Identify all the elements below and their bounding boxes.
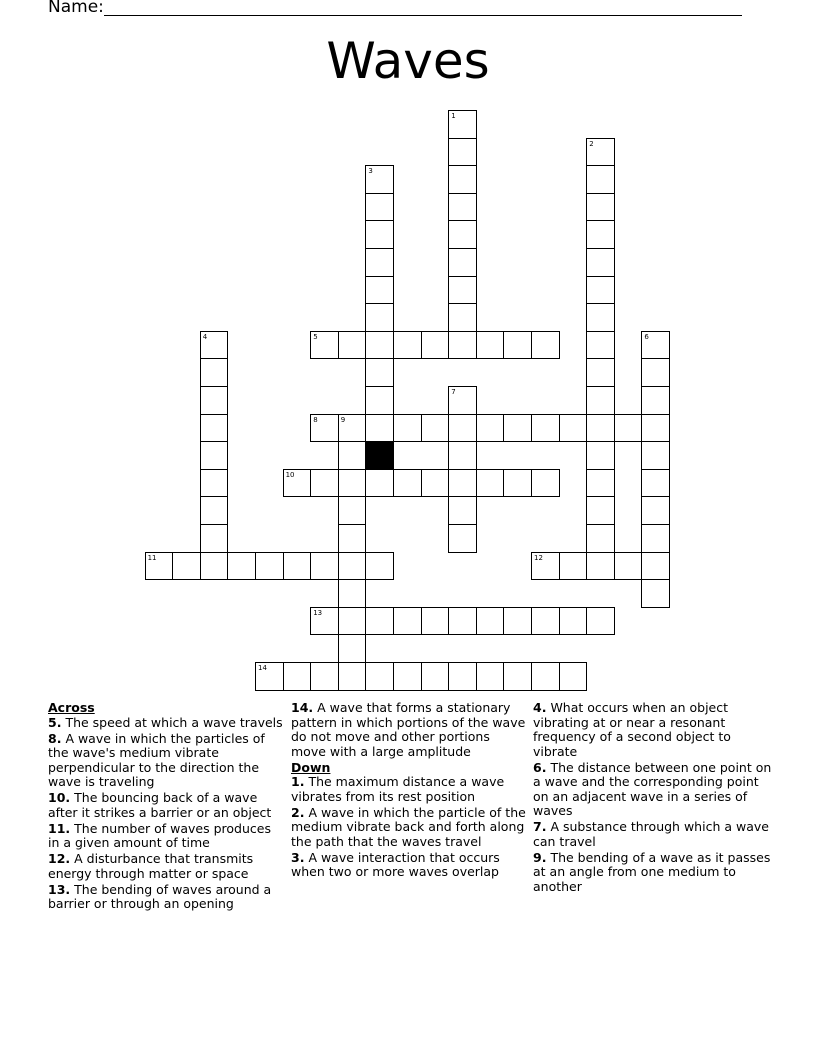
grid-cell[interactable] bbox=[531, 414, 560, 443]
grid-cell[interactable] bbox=[586, 441, 615, 470]
clue-number-2: 2 bbox=[589, 139, 594, 148]
clue-across-5: 5. The speed at which a wave travels bbox=[48, 714, 283, 730]
grid-cell[interactable] bbox=[338, 634, 367, 663]
clue-across-12: 12. A disturbance that transmits energy through matter or space bbox=[48, 851, 254, 881]
grid-cell[interactable] bbox=[255, 552, 284, 581]
grid-cell[interactable] bbox=[421, 414, 450, 443]
grid-cell[interactable] bbox=[476, 662, 505, 691]
grid-cell[interactable] bbox=[586, 552, 615, 581]
clue-number-7: 7 bbox=[451, 388, 456, 396]
grid-cell[interactable] bbox=[421, 331, 450, 360]
grid-cell[interactable] bbox=[365, 607, 394, 636]
grid-cell[interactable] bbox=[448, 110, 477, 139]
grid-cell[interactable] bbox=[448, 496, 477, 525]
grid-cell[interactable] bbox=[503, 469, 532, 498]
grid-cell[interactable] bbox=[393, 469, 422, 498]
grid-cell[interactable] bbox=[641, 358, 670, 387]
clue-down-1: 1. The maximum distance a wave vibrates from its rest position bbox=[291, 774, 505, 804]
grid-cell[interactable] bbox=[531, 552, 560, 581]
grid-cell[interactable] bbox=[641, 469, 670, 498]
grid-cell[interactable] bbox=[200, 386, 229, 415]
clue-number-9: 9 bbox=[340, 415, 346, 424]
grid-cell[interactable] bbox=[338, 414, 367, 443]
grid-cell[interactable] bbox=[586, 496, 615, 525]
grid-cell[interactable] bbox=[641, 331, 670, 360]
grid-cell[interactable] bbox=[172, 552, 201, 581]
down-heading: Down bbox=[291, 759, 331, 775]
grid-cell[interactable] bbox=[641, 414, 670, 443]
grid-cell[interactable] bbox=[283, 662, 312, 691]
grid-cell[interactable] bbox=[503, 662, 532, 691]
clue-down-6: 6. The distance between one point on a wave and the corresponding point on an adjacent wave in a series of waves bbox=[533, 759, 772, 818]
clue-number-6: 6 bbox=[644, 332, 649, 341]
grid-cell[interactable] bbox=[421, 607, 450, 636]
clue-number-14: 14 bbox=[258, 664, 267, 672]
grid-cell[interactable] bbox=[283, 552, 312, 581]
grid-cell[interactable] bbox=[365, 414, 394, 443]
grid-cell[interactable] bbox=[310, 552, 339, 581]
grid-cell[interactable] bbox=[531, 662, 560, 691]
grid-cell[interactable] bbox=[365, 386, 394, 415]
grid-cell[interactable] bbox=[641, 579, 670, 608]
grid-cell[interactable] bbox=[338, 662, 367, 691]
grid-cell[interactable] bbox=[393, 414, 422, 443]
grid-cell[interactable] bbox=[586, 414, 615, 443]
grid-cell[interactable] bbox=[559, 607, 588, 636]
grid-cell[interactable] bbox=[338, 607, 367, 636]
grid-cell[interactable] bbox=[310, 414, 339, 443]
clue-column-2 bbox=[291, 701, 527, 881]
page-title: Waves bbox=[326, 32, 490, 90]
clue-number-3: 3 bbox=[368, 167, 373, 176]
clue-down-4: 4. What occurs when an object vibrating at or near a resonant frequency of a second object to vibrate bbox=[533, 700, 731, 759]
grid-cell[interactable] bbox=[448, 165, 477, 194]
grid-cell[interactable] bbox=[641, 552, 670, 581]
clue-down-9: 9. The bending of a wave as it passes at an angle from one medium to another bbox=[533, 849, 771, 894]
grid-cell[interactable] bbox=[227, 552, 256, 581]
grid-cell[interactable] bbox=[393, 662, 422, 691]
grid-cell[interactable] bbox=[586, 220, 615, 249]
grid-cell[interactable] bbox=[393, 607, 422, 636]
grid-cell[interactable] bbox=[641, 386, 670, 415]
grid-cell[interactable] bbox=[200, 552, 229, 581]
across-heading: Across bbox=[48, 700, 95, 715]
grid-cell[interactable] bbox=[476, 414, 505, 443]
grid-cell[interactable] bbox=[448, 331, 477, 360]
grid-cell[interactable] bbox=[283, 469, 312, 498]
clue-number-8: 8 bbox=[313, 415, 318, 424]
grid-cell[interactable] bbox=[365, 469, 394, 498]
grid-cell[interactable] bbox=[365, 220, 394, 249]
grid-cell[interactable] bbox=[586, 193, 615, 222]
grid-cell[interactable] bbox=[365, 358, 394, 387]
grid-cell[interactable] bbox=[365, 303, 394, 332]
black-square bbox=[365, 441, 394, 470]
grid-cell[interactable] bbox=[586, 276, 615, 305]
grid-cell[interactable] bbox=[200, 441, 229, 470]
clue-across-13: 13. The bending of waves around a barrier or through an opening bbox=[48, 881, 272, 911]
grid-cell[interactable] bbox=[365, 248, 394, 277]
clue-down-2: 2. A wave in which the particle of the medium vibrate back and forth along the path that the waves travel bbox=[291, 804, 526, 849]
clue-across-8: 8. A wave in which the particles of the wave's medium vibrate perpendicular to the direction the wave is traveling bbox=[48, 730, 265, 789]
grid-cell[interactable] bbox=[200, 331, 229, 360]
grid-cell[interactable] bbox=[641, 524, 670, 553]
grid-cell[interactable] bbox=[448, 248, 477, 277]
grid-cell[interactable] bbox=[200, 469, 229, 498]
grid-cell[interactable] bbox=[559, 552, 588, 581]
grid-cell[interactable] bbox=[448, 138, 477, 167]
grid-cell[interactable] bbox=[448, 386, 477, 415]
clue-column-1 bbox=[48, 701, 283, 913]
grid-cell[interactable] bbox=[365, 165, 394, 194]
grid-cell[interactable] bbox=[476, 331, 505, 360]
grid-cell[interactable] bbox=[200, 358, 229, 387]
grid-cell[interactable] bbox=[448, 607, 477, 636]
grid-cell[interactable] bbox=[421, 662, 450, 691]
grid-cell[interactable] bbox=[448, 469, 477, 498]
grid-cell[interactable] bbox=[310, 469, 339, 498]
grid-cell[interactable] bbox=[338, 469, 367, 498]
grid-cell[interactable] bbox=[338, 524, 367, 553]
grid-cell[interactable] bbox=[393, 331, 422, 360]
clue-down-3: 3. A wave interaction that occurs when two or more waves overlap bbox=[291, 849, 500, 879]
grid-cell[interactable] bbox=[503, 607, 532, 636]
clue-across-11: 11. The number of waves produces in a given amount of time bbox=[48, 820, 271, 850]
clue-down-7: 7. A substance through which a wave can travel bbox=[533, 819, 769, 849]
grid-cell[interactable] bbox=[641, 441, 670, 470]
grid-cell[interactable] bbox=[448, 662, 477, 691]
grid-cell[interactable] bbox=[338, 552, 367, 581]
grid-cell[interactable] bbox=[365, 193, 394, 222]
clue-number-13: 13 bbox=[313, 608, 323, 617]
grid-cell[interactable] bbox=[586, 607, 615, 636]
grid-cell[interactable] bbox=[614, 414, 643, 443]
grid-cell[interactable] bbox=[559, 414, 588, 443]
grid-cell[interactable] bbox=[338, 441, 367, 470]
name-label: Name: bbox=[48, 0, 104, 17]
grid-cell[interactable] bbox=[310, 331, 339, 360]
clue-number-11: 11 bbox=[147, 553, 157, 562]
grid-cell[interactable] bbox=[255, 662, 284, 691]
grid-cell[interactable] bbox=[476, 607, 505, 636]
grid-cell[interactable] bbox=[586, 165, 615, 194]
clue-across-14: 14. A wave that forms a stationary pattern in which portions of the wave do not move and other portions move with a large amplitude bbox=[291, 700, 526, 759]
grid-cell[interactable] bbox=[559, 662, 588, 691]
grid-cell[interactable] bbox=[421, 469, 450, 498]
grid-cell[interactable] bbox=[365, 552, 394, 581]
clue-number-12: 12 bbox=[534, 553, 543, 562]
grid-cell[interactable] bbox=[476, 469, 505, 498]
clue-number-10: 10 bbox=[285, 470, 295, 479]
grid-cell[interactable] bbox=[531, 469, 560, 498]
grid-cell[interactable] bbox=[586, 303, 615, 332]
grid-cell[interactable] bbox=[200, 524, 229, 553]
clue-number-5: 5 bbox=[313, 332, 318, 341]
grid-cell[interactable] bbox=[365, 331, 394, 360]
grid-cell[interactable] bbox=[200, 414, 229, 443]
grid-cell[interactable] bbox=[586, 386, 615, 415]
grid-cell[interactable] bbox=[310, 662, 339, 691]
clue-column-3 bbox=[533, 701, 773, 896]
clue-number-4: 4 bbox=[202, 332, 208, 341]
grid-cell[interactable] bbox=[448, 524, 477, 553]
grid-cell[interactable] bbox=[586, 331, 615, 360]
grid-cell[interactable] bbox=[586, 358, 615, 387]
grid-cell[interactable] bbox=[586, 469, 615, 498]
grid-cell[interactable] bbox=[448, 414, 477, 443]
grid-cell[interactable] bbox=[365, 662, 394, 691]
grid-cell[interactable] bbox=[145, 552, 174, 581]
grid-cell[interactable] bbox=[503, 414, 532, 443]
clue-number-1: 1 bbox=[451, 112, 456, 120]
grid-cell[interactable] bbox=[503, 331, 532, 360]
grid-cell[interactable] bbox=[200, 496, 229, 525]
grid-cell[interactable] bbox=[448, 441, 477, 470]
grid-cell[interactable] bbox=[531, 607, 560, 636]
grid-cell[interactable] bbox=[310, 607, 339, 636]
grid-cell[interactable] bbox=[338, 331, 367, 360]
grid-cell[interactable] bbox=[586, 138, 615, 167]
grid-cell[interactable] bbox=[586, 524, 615, 553]
grid-cell[interactable] bbox=[448, 220, 477, 249]
grid-cell[interactable] bbox=[614, 552, 643, 581]
grid-cell[interactable] bbox=[338, 496, 367, 525]
grid-cell[interactable] bbox=[641, 496, 670, 525]
clue-across-10: 10. The bouncing back of a wave after it strikes a barrier or an object bbox=[48, 790, 272, 820]
grid-cell[interactable] bbox=[448, 303, 477, 332]
grid-cell[interactable] bbox=[338, 579, 367, 608]
grid-cell[interactable] bbox=[448, 276, 477, 305]
grid-cell[interactable] bbox=[448, 193, 477, 222]
grid-cell[interactable] bbox=[531, 331, 560, 360]
grid-cell[interactable] bbox=[586, 248, 615, 277]
grid-cell[interactable] bbox=[365, 276, 394, 305]
